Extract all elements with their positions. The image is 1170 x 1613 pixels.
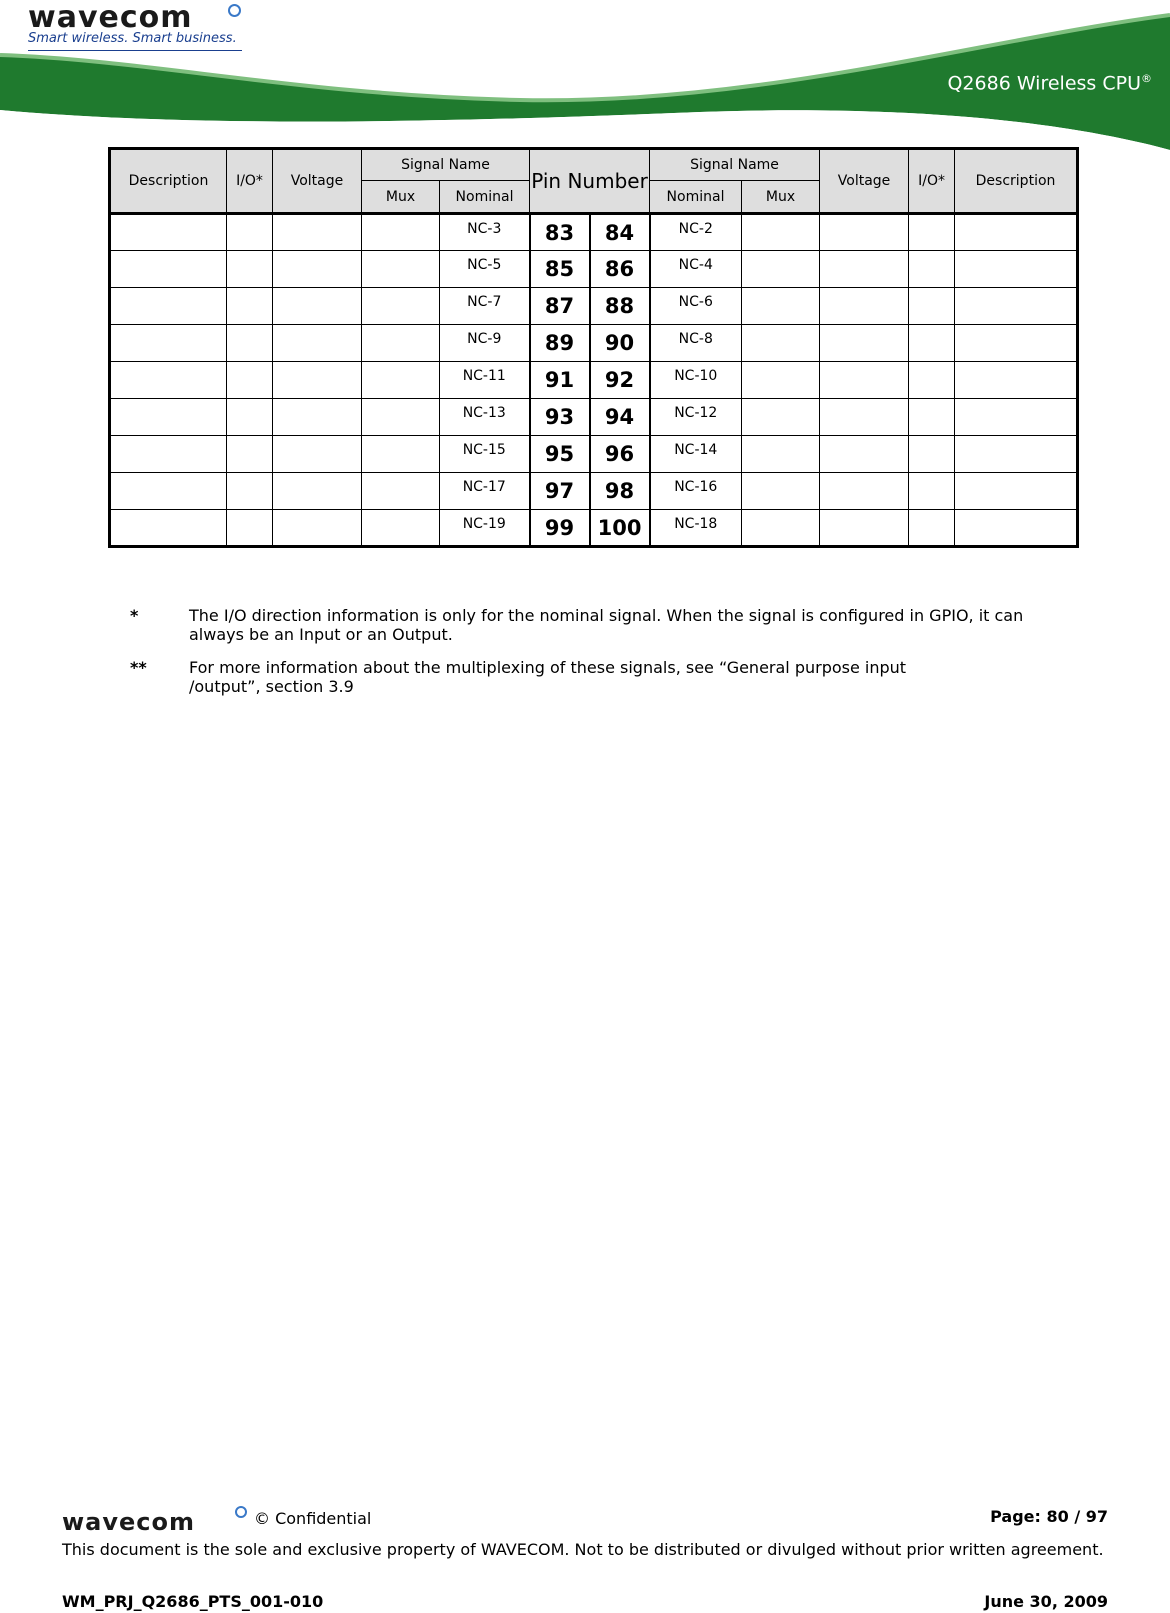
right-pin-cell: 84 <box>590 214 650 251</box>
logo-registered-icon <box>228 4 241 17</box>
right-pin-cell: 86 <box>590 251 650 288</box>
left-nominal-cell: NC-17 <box>440 473 530 510</box>
note-mark: ** <box>130 658 147 677</box>
table-row <box>110 510 1078 547</box>
right-pin-cell: 88 <box>590 288 650 325</box>
registered-mark: ® <box>1141 72 1152 85</box>
left-nominal-cell: NC-5 <box>440 251 530 288</box>
left-pin-cell: 95 <box>530 436 590 473</box>
footer-date: June 30, 2009 <box>984 1592 1108 1611</box>
table-row <box>110 436 1078 473</box>
note-mark: * <box>130 606 139 625</box>
header-io-right: I/O* <box>909 149 955 214</box>
product-title <box>947 72 1152 94</box>
right-nominal-cell: NC-18 <box>650 510 742 547</box>
header-pin-number: Pin Number <box>530 149 650 214</box>
header-voltage-right: Voltage <box>820 149 909 214</box>
table-row <box>110 214 1078 251</box>
table-row <box>110 251 1078 288</box>
header-mux-right: Mux <box>742 181 820 214</box>
left-pin-cell: 93 <box>530 399 590 436</box>
left-pin-cell: 97 <box>530 473 590 510</box>
right-nominal-cell: NC-2 <box>650 214 742 251</box>
right-pin-cell: 98 <box>590 473 650 510</box>
footer-confidential: © Confidential <box>254 1509 372 1528</box>
right-pin-cell: 92 <box>590 362 650 399</box>
footer-wavecom-logo: wavecom <box>62 1508 196 1536</box>
right-pin-cell: 90 <box>590 325 650 362</box>
table-row <box>110 473 1078 510</box>
header-signal-name-right: Signal Name <box>650 149 820 181</box>
pin-table <box>108 147 1079 548</box>
wavecom-logo: wavecom <box>28 0 193 35</box>
right-nominal-cell: NC-10 <box>650 362 742 399</box>
right-pin-cell: 100 <box>590 510 650 547</box>
footer-page-number: Page: 80 / 97 <box>990 1507 1108 1526</box>
left-nominal-cell: NC-9 <box>440 325 530 362</box>
left-nominal-cell: NC-13 <box>440 399 530 436</box>
right-nominal-cell: NC-14 <box>650 436 742 473</box>
note-text: For more information about the multiplexing of these signals, see “General purpose input /output”, section 3.9 <box>189 658 907 696</box>
header-voltage-left: Voltage <box>273 149 362 214</box>
left-nominal-cell: NC-15 <box>440 436 530 473</box>
header-mux-left: Mux <box>362 181 440 214</box>
right-pin-cell: 96 <box>590 436 650 473</box>
right-nominal-cell: NC-8 <box>650 325 742 362</box>
right-pin-cell: 94 <box>590 399 650 436</box>
right-nominal-cell: NC-6 <box>650 288 742 325</box>
right-nominal-cell: NC-16 <box>650 473 742 510</box>
table-row <box>110 288 1078 325</box>
left-pin-cell: 83 <box>530 214 590 251</box>
table-row <box>110 325 1078 362</box>
footer-legal-notice: This document is the sole and exclusive property of WAVECOM. Not to be distributed or divulged without prior written agreement. <box>62 1540 1104 1559</box>
left-nominal-cell: NC-7 <box>440 288 530 325</box>
left-pin-cell: 99 <box>530 510 590 547</box>
header-description-left: Description <box>110 149 227 214</box>
header-signal-name-left: Signal Name <box>362 149 530 181</box>
left-pin-cell: 87 <box>530 288 590 325</box>
header-nominal-right: Nominal <box>650 181 742 214</box>
product-title-text: Q2686 Wireless CPU <box>947 72 1141 95</box>
tagline: Smart wireless. Smart business. <box>28 31 237 46</box>
header-io-left: I/O* <box>227 149 273 214</box>
tagline-underline <box>28 50 242 51</box>
note-text: The I/O direction information is only for the nominal signal. When the signal is configured in GPIO, it can always be an Input or an Output. <box>189 606 1024 644</box>
right-nominal-cell: NC-12 <box>650 399 742 436</box>
left-nominal-cell: NC-11 <box>440 362 530 399</box>
footer-document-reference: WM_PRJ_Q2686_PTS_001-010 <box>62 1592 324 1611</box>
footer-logo-registered-icon <box>235 1506 247 1518</box>
table-row <box>110 399 1078 436</box>
left-pin-cell: 85 <box>530 251 590 288</box>
header-description-right: Description <box>955 149 1078 214</box>
left-nominal-cell: NC-3 <box>440 214 530 251</box>
right-nominal-cell: NC-4 <box>650 251 742 288</box>
left-pin-cell: 89 <box>530 325 590 362</box>
left-nominal-cell: NC-19 <box>440 510 530 547</box>
table-row <box>110 362 1078 399</box>
header-nominal-left: Nominal <box>440 181 530 214</box>
left-pin-cell: 91 <box>530 362 590 399</box>
